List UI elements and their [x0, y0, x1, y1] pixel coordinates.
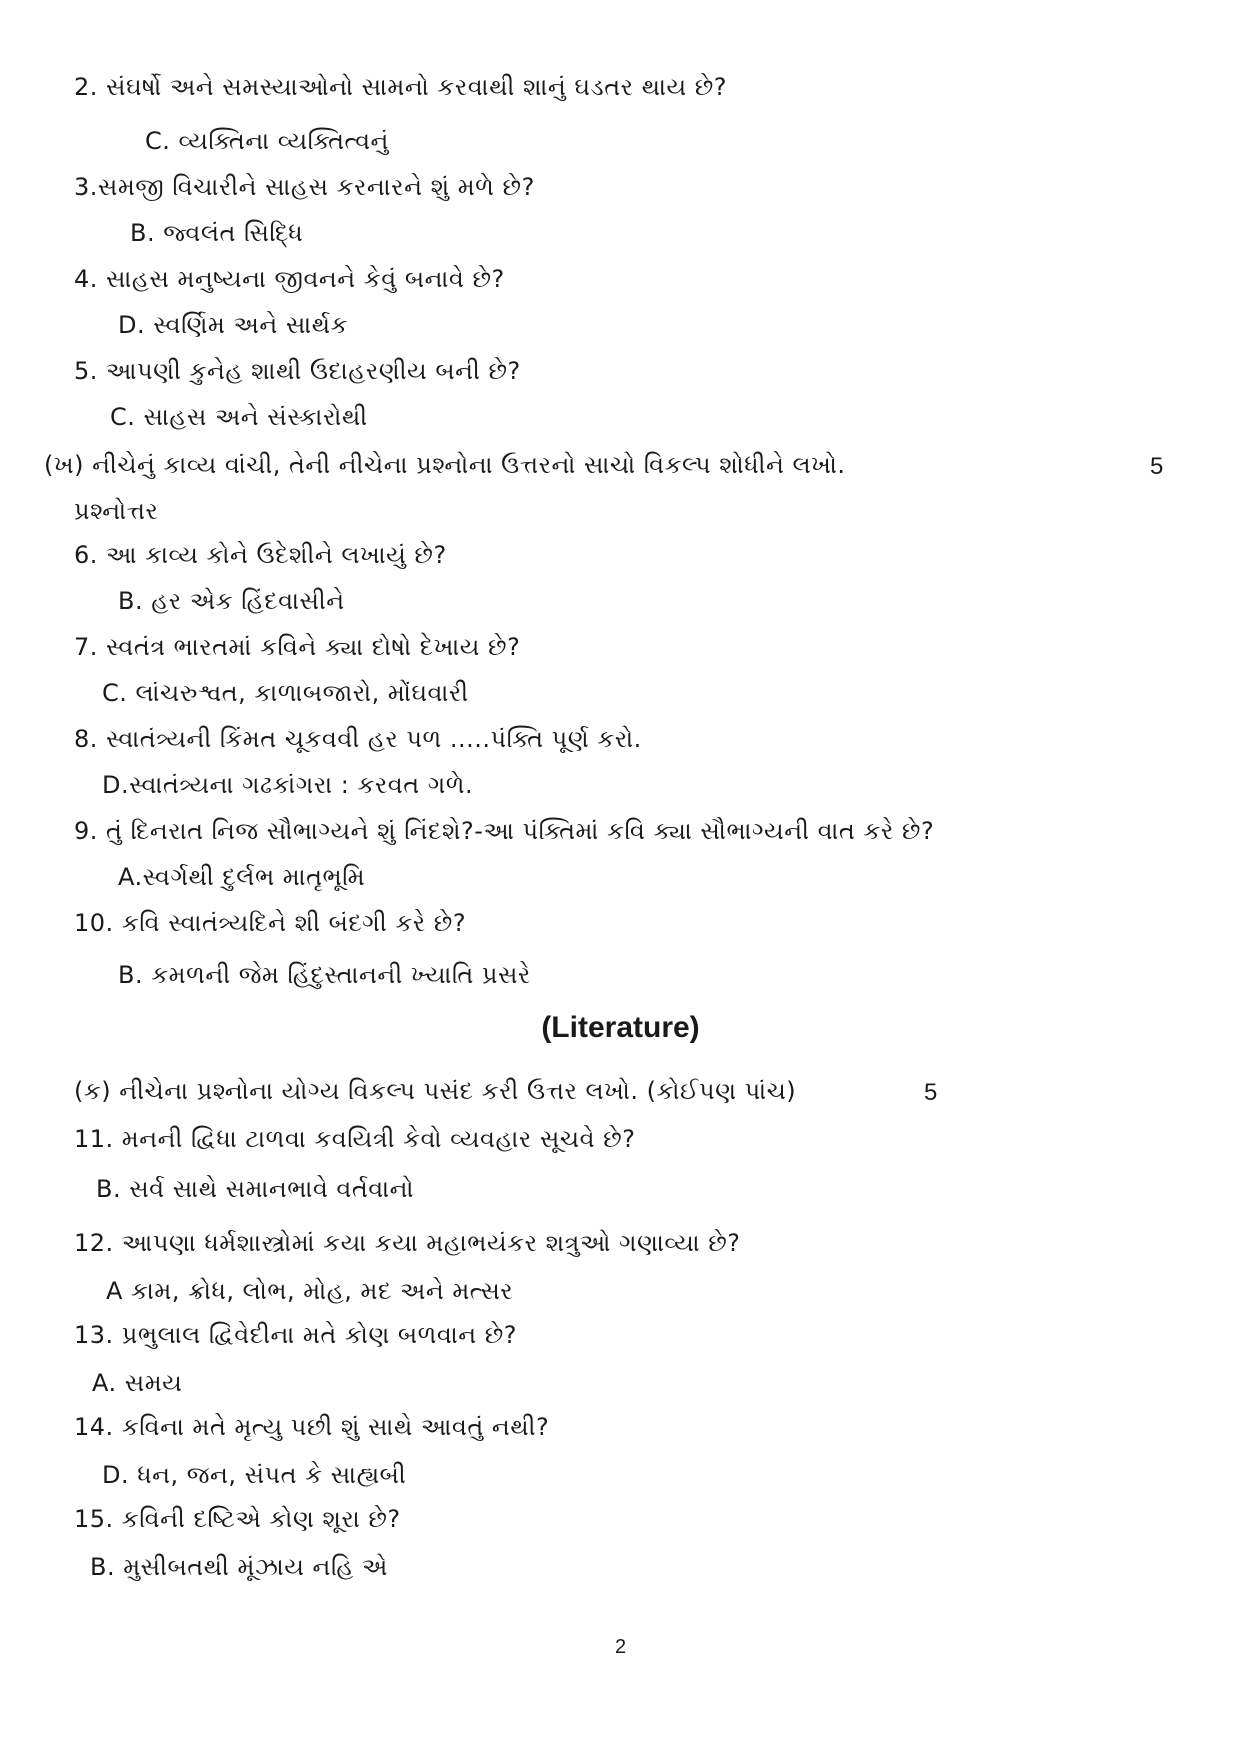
- question-9: 9. તું દિનરાત નિજ સૌભાગ્યને શું નિંદશે?-આ પંક્તિમાં કવિ ક્યા સૌભાગ્યની વાત કરે છે?: [74, 817, 935, 845]
- question-12: 12. આપણા ધર્મશાસ્ત્રોમાં કયા કયા મહાભયંકર શત્રુઓ ગણાવ્યા છે?: [74, 1229, 741, 1257]
- answer-6: B. હર એક હિંદવાસીને: [118, 587, 345, 615]
- answer-11: B. સર્વ સાથે સમાનભાવે વર્તવાનો: [96, 1175, 414, 1203]
- answer-13: A. સમય: [92, 1369, 183, 1397]
- question-2: 2. સંઘર્ષો અને સમસ્યાઓનો સામનો કરવાથી શાનું ઘડતર થાય છે?: [74, 73, 728, 101]
- answer-14: D. ધન, જન, સંપત કે સાહ્યબી: [102, 1461, 407, 1489]
- question-15: 15. કવિની દષ્ટિએ કોણ શૂરા છે?: [74, 1505, 401, 1533]
- page-number: 2: [614, 1636, 627, 1658]
- literature-heading: (Literature): [541, 1011, 700, 1044]
- question-6: 6. આ કાવ્ય કોને ઉદેશીને લખાયું છે?: [74, 541, 447, 569]
- answer-8: D.સ્વાતંત્ર્યના ગઢકાંગરા : કરવત ગળે.: [102, 771, 474, 799]
- question-11: 11. મનની દ્વિધા ટાળવા કવયિત્રી કેવો વ્યવહાર સૂચવે છે?: [74, 1125, 636, 1153]
- answer-3: B. જ્વલંત સિદ્ધિ: [130, 219, 304, 247]
- answer-4: D. સ્વર્ણિમ અને સાર્થક: [118, 311, 348, 339]
- section-kha-instruction: (ખ) નીચેનું કાવ્ય વાંચી, તેની નીચેના પ્રશ્નોના ઉત્તરનો સાચો વિકલ્પ શોધીને લખો.: [44, 451, 846, 479]
- answer-10: B. કમળની જેમ હિંદુસ્તાનની ખ્યાતિ પ્રસરે: [118, 961, 531, 989]
- question-14: 14. કવિના મતે મૃત્યુ પછી શું સાથે આવતું નથી?: [74, 1413, 550, 1441]
- section-ka-instruction: (ક) નીચેના પ્રશ્નોના યોગ્ય વિકલ્પ પસંદ કરી ઉત્તર લખો. (કોઈપણ પાંચ): [74, 1077, 797, 1105]
- question-7: 7. સ્વતંત્ર ભારતમાં કવિને ક્યા દોષો દેખાય છે?: [74, 633, 521, 661]
- answer-2: C. વ્યક્તિના વ્યક્તિત્વનું: [145, 127, 389, 155]
- question-13: 13. પ્રભુલાલ દ્વિવેદીના મતે કોણ બળવાન છે?: [74, 1321, 518, 1349]
- question-3: 3.સમજી વિચારીને સાહસ કરનારને શું મળે છે?: [74, 173, 535, 201]
- section-ka-marks: 5: [924, 1079, 938, 1106]
- section-kha-subtitle: પ્રશ્નોત્તર: [74, 497, 159, 525]
- answer-9: A.સ્વર્ગથી દુર્લભ માતૃભૂમિ: [118, 863, 366, 891]
- answer-7: C. લાંચરુશ્વત, કાળાબજારો, મોંઘવારી: [102, 679, 469, 707]
- answer-12: A કામ, ક્રોધ, લોભ, મોહ, મદ અને મત્સર: [106, 1277, 514, 1305]
- answer-15: B. મુસીબતથી મૂંઝાય નહિ એ: [90, 1553, 388, 1581]
- section-kha-marks: 5: [1150, 453, 1164, 480]
- question-4: 4. સાહસ મનુષ્યના જીવનને કેવું બનાવે છે?: [74, 265, 505, 293]
- question-5: 5. આપણી કુનેહ શાથી ઉદાહરણીય બની છે?: [74, 357, 521, 385]
- question-10: 10. કવિ સ્વાતંત્ર્યદિને શી બંદગી કરે છે?: [74, 909, 467, 937]
- answer-5: C. સાહસ અને સંસ્કારોથી: [110, 403, 368, 431]
- question-8: 8. સ્વાતંત્ર્યની કિંમત ચૂકવવી હર પળ .....પંક્તિ પૂર્ણ કરો.: [74, 725, 642, 753]
